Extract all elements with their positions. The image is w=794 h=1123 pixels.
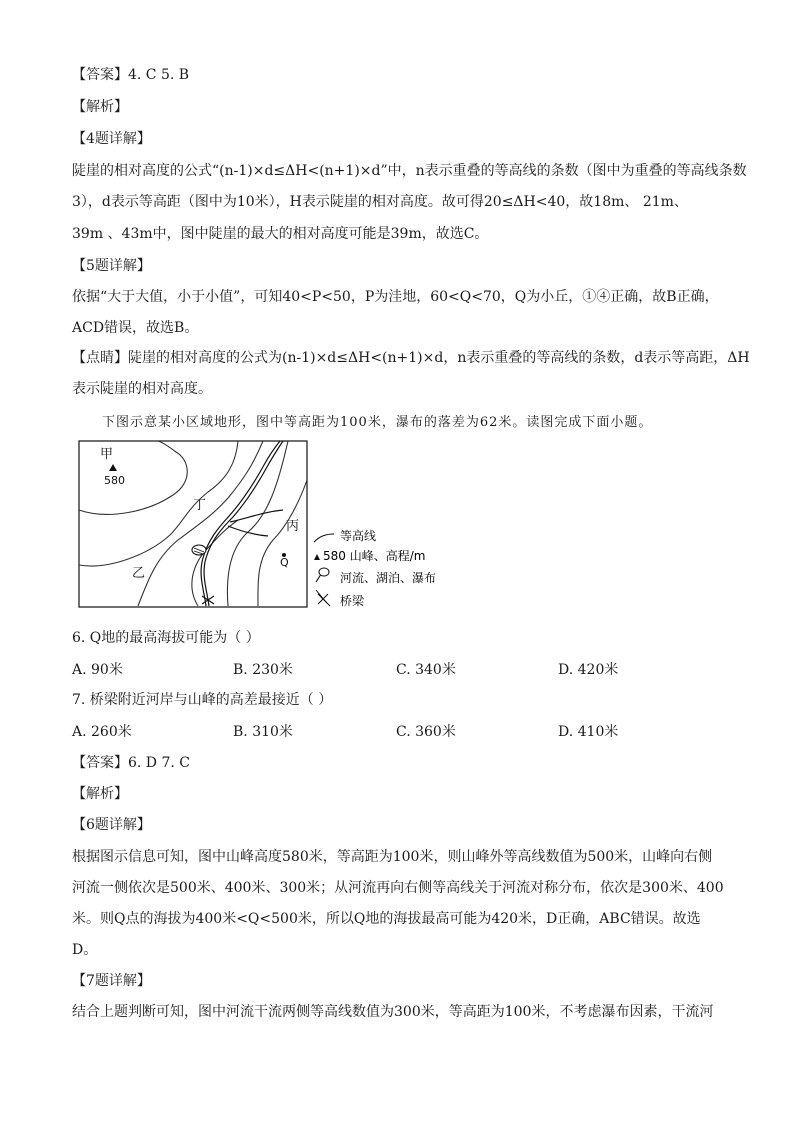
q6-para-line1: 根据图示信息可知，图中山峰高度580米，等高距为100米，则山峰外等高线数值为500米，山峰向右侧: [72, 849, 713, 865]
answer-4-5: 【答案】4. C 5. B: [72, 67, 190, 83]
q4-para-line2: 3），d表示等高距（图中为10米），H表示陡崖的相对高度。故可得20≤ΔH<40，故18m、 21m、: [72, 194, 688, 210]
q5-detail-heading: 【5题详解】: [72, 258, 151, 274]
analysis-heading-2: 【解析】: [72, 786, 128, 802]
legend-river: 河流、湖泊、瀑布: [340, 571, 437, 585]
q7-para-line1: 结合上题判断可知，图中河流干流两侧等高线数值为300米，等高距为100米，不考虑瀑布因素，干流河: [72, 1004, 714, 1020]
q7-detail-heading: 【7题详解】: [72, 973, 151, 989]
label-jia: 甲: [100, 447, 114, 462]
q7-option-b[interactable]: B. 310米: [233, 724, 293, 740]
q6-para-line3: 米。则Q点的海拔为400米<Q<500米，所以Q地的海拔最高可能为420米，D正确，ABC错误。故选: [72, 911, 701, 927]
q5-para-line1: 依据“大于大值，小于小值”，可知40<P<50，P为洼地，60<Q<70，Q为小丘，①④正确，故B正确，: [72, 289, 719, 305]
q7-option-a[interactable]: A. 260米: [72, 724, 132, 740]
q6-para-line2: 河流一侧依次是500米、400米、300米；从河流再向右侧等高线关于河流对称分布，依次是300米、400: [72, 880, 724, 896]
legend-contour: 等高线: [340, 529, 377, 543]
waterfall-icon: [192, 545, 206, 555]
question-7: 7. 桥梁附近河岸与山峰的高差最接近（ ）: [72, 692, 333, 708]
label-q: Q: [280, 556, 289, 569]
legend-peak-icon: [314, 554, 320, 560]
label-yi: 乙: [132, 566, 146, 581]
q6-option-c[interactable]: C. 340米: [396, 662, 456, 678]
map-intro: 下图示意某小区域地形，图中等高距为100米，瀑布的落差为62米。读图完成下面小题。: [102, 415, 653, 430]
q4-para-line1: 陡崖的相对高度的公式“(n-1)×d≤ΔH<(n+1)×d”中，n表示重叠的等高线的条数（图中为重叠的等高线条数: [72, 163, 747, 179]
key-point-line2: 表示陡崖的相对高度。: [72, 381, 212, 397]
q6-para-line4: D。: [72, 942, 98, 958]
legend-bridge-icon: [316, 590, 330, 606]
key-point-line1: 【点睛】陡崖的相对高度的公式为(n-1)×d≤ΔH<(n+1)×d，n表示重叠的等高线的条数，d表示等高距，ΔH: [72, 350, 750, 366]
question-6: 6. Q地的最高海拔可能为（ ）: [72, 630, 260, 646]
legend-bridge: 桥梁: [340, 594, 365, 608]
label-ding: 丁: [193, 498, 207, 513]
legend-river-icon: [316, 568, 329, 582]
legend-contour-icon: [314, 534, 334, 542]
label-bing: 丙: [286, 519, 300, 534]
q4-detail-heading: 【4题详解】: [72, 131, 151, 147]
q6-option-d[interactable]: D. 420米: [558, 662, 619, 678]
map-legend: [314, 528, 436, 608]
answer-6-7: 【答案】6. D 7. C: [72, 755, 191, 771]
q6-detail-heading: 【6题详解】: [72, 817, 151, 833]
q6-option-a[interactable]: A. 90米: [72, 662, 123, 678]
analysis-heading-1: 【解析】: [72, 99, 128, 115]
q5-para-line2: ACD错误，故选B。: [72, 320, 199, 336]
q7-option-d[interactable]: D. 410米: [558, 724, 619, 740]
topographic-map: [78, 440, 478, 610]
label-peak-elevation: 580: [104, 474, 125, 487]
q4-para-line3: 39m 、43m中，图中陡崖的最大的相对高度可能是39m，故选C。: [72, 226, 489, 242]
legend-peak: 580 山峰、高程/m: [323, 549, 426, 563]
q6-option-b[interactable]: B. 230米: [233, 662, 293, 678]
q7-option-c[interactable]: C. 360米: [396, 724, 456, 740]
